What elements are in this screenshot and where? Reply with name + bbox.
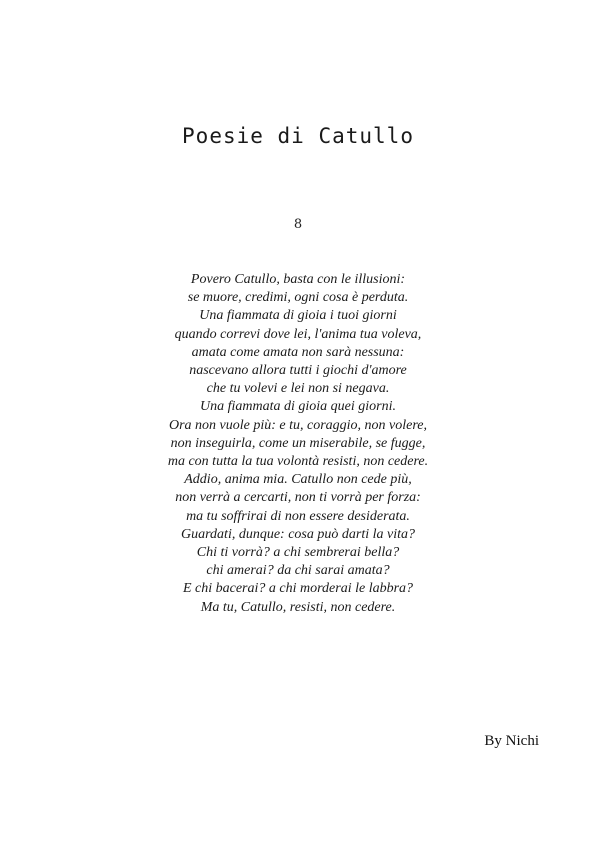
- page-title: Poesie di Catullo: [182, 124, 414, 148]
- poem-body: [0, 271, 596, 617]
- poem-line: quando correvi dove lei, l'anima tua voleva,: [174, 326, 422, 342]
- poem-line: amata come amata non sarà nessuna:: [191, 344, 405, 360]
- poem-line: Ora non vuole più: e tu, coraggio, non volere,: [168, 417, 428, 433]
- poem-line: Guardati, dunque: cosa può darti la vita?: [181, 526, 415, 542]
- poem-line: chi amerai? da chi sarai amata?: [206, 563, 390, 579]
- poem-line: Povero Catullo, basta con le illusioni:: [190, 272, 406, 287]
- poem-line: non inseguirla, come un miserabile, se fugge,: [170, 435, 426, 451]
- poem-line: non verrà a cercarti, non ti vorrà per forza:: [175, 490, 421, 506]
- poem-line: ma tu soffrirai di non essere desiderata.: [186, 508, 410, 524]
- poem-line: Una fiammata di gioia i tuoi giorni: [199, 308, 397, 324]
- poem-line: che tu volevi e lei non si negava.: [206, 381, 390, 397]
- poem-number: 8: [293, 217, 303, 232]
- poem-line: E chi bacerai? a chi morderai le labbra?: [182, 581, 414, 597]
- poem-line: Una fiammata di gioia quei giorni.: [200, 399, 396, 415]
- poem-line: Chi ti vorrà? a chi sembrerai bella?: [196, 545, 400, 561]
- poem-line: Ma tu, Catullo, resisti, non cedere.: [200, 599, 396, 615]
- poem-line: nascevano allora tutti i giochi d'amore: [189, 363, 407, 379]
- poem-line: Addio, anima mia. Catullo non cede più,: [184, 472, 412, 488]
- author-signature: By Nichi: [484, 733, 539, 749]
- poem-line: ma con tutta la tua volontà resisti, non cedere.: [167, 454, 429, 470]
- poem-line: se muore, credimi, ogni cosa è perduta.: [187, 290, 409, 306]
